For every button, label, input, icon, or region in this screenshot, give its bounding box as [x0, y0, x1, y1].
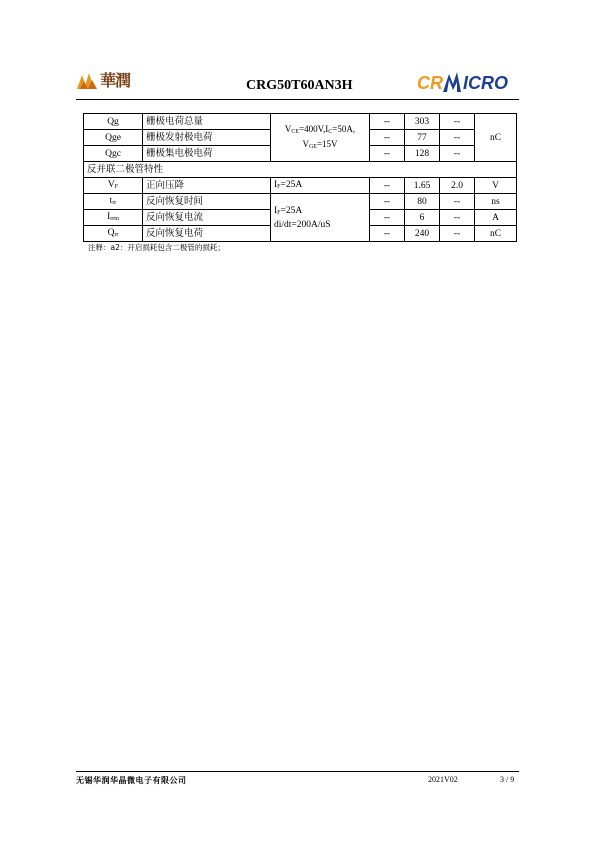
- max-cell: --: [440, 114, 475, 130]
- min-cell: --: [370, 146, 405, 162]
- test-condition-cell: $I_F=25A$ di/dt=200A/uS: [271, 194, 370, 242]
- typ-cell: 303: [405, 114, 440, 130]
- parameter-cell: 栅极电荷总量: [143, 114, 271, 130]
- unit-cell: V: [475, 178, 517, 194]
- symbol-cell: $t_{rr}$: [84, 194, 143, 210]
- footer-divider: [76, 771, 519, 772]
- table-row: [84, 114, 517, 130]
- table-row: [84, 178, 517, 194]
- parameter-cell: 反向恢复电荷: [143, 226, 271, 242]
- typ-cell: 1.65: [405, 178, 440, 194]
- crmicro-logo: [415, 66, 513, 96]
- parameter-cell: 正向压降: [143, 178, 271, 194]
- test-condition-cell: $I_F=25A$: [271, 178, 370, 194]
- symbol-cell: Qge: [84, 130, 143, 146]
- typ-cell: 128: [405, 146, 440, 162]
- typ-cell: 77: [405, 130, 440, 146]
- parameter-cell: 反向恢复电流: [143, 210, 271, 226]
- section-row: [84, 162, 517, 178]
- symbol-cell: $V_F$: [84, 178, 143, 194]
- unit-cell: nC: [475, 226, 517, 242]
- section-title-diode: 反并联二极管特性: [84, 162, 517, 178]
- min-cell: --: [370, 226, 405, 242]
- symbol-cell: Qg: [84, 114, 143, 130]
- footer-version: 2021V02: [428, 775, 458, 784]
- svg-text:CR: CR: [417, 73, 443, 93]
- symbol-cell: $I_{rrm}$: [84, 210, 143, 226]
- parameter-cell: 反向恢复时间: [143, 194, 271, 210]
- logo-left-text: 華潤: [100, 71, 131, 90]
- max-cell: --: [440, 146, 475, 162]
- page-number: 3 / 9: [500, 775, 515, 784]
- parameter-cell: 栅极集电极电荷: [143, 146, 271, 162]
- typ-cell: 6: [405, 210, 440, 226]
- min-cell: --: [370, 194, 405, 210]
- max-cell: --: [440, 130, 475, 146]
- min-cell: --: [370, 178, 405, 194]
- min-cell: --: [370, 210, 405, 226]
- symbol-cell: Qgc: [84, 146, 143, 162]
- typ-cell: 80: [405, 194, 440, 210]
- max-cell: --: [440, 210, 475, 226]
- crhj-logo-icon: [76, 69, 98, 91]
- table-row: [84, 194, 517, 210]
- electrical-characteristics-table: [83, 113, 517, 242]
- parameter-cell: 栅极发射极电荷: [143, 130, 271, 146]
- max-cell: --: [440, 226, 475, 242]
- company-logo-left: [76, 68, 130, 91]
- unit-cell: nC: [475, 114, 517, 162]
- table-footnote: 注释：a2：开启损耗包含二极管的损耗；: [88, 243, 225, 252]
- header-divider: [76, 99, 519, 100]
- symbol-cell: $Q_{rr}$: [84, 226, 143, 242]
- min-cell: --: [370, 114, 405, 130]
- document-title: CRG50T60AN3H: [246, 78, 353, 93]
- unit-cell: A: [475, 210, 517, 226]
- typ-cell: 240: [405, 226, 440, 242]
- page-header: [76, 66, 519, 98]
- test-condition-cell: $V_{CE}=400V,I_C=50A$, $V_{GE}=15V$: [271, 114, 370, 162]
- unit-cell: ns: [475, 194, 517, 210]
- svg-text:ICRO: ICRO: [463, 73, 508, 93]
- footer-company: 无锡华润华晶微电子有限公司: [76, 776, 187, 785]
- max-cell: --: [440, 194, 475, 210]
- min-cell: --: [370, 130, 405, 146]
- max-cell: 2.0: [440, 178, 475, 194]
